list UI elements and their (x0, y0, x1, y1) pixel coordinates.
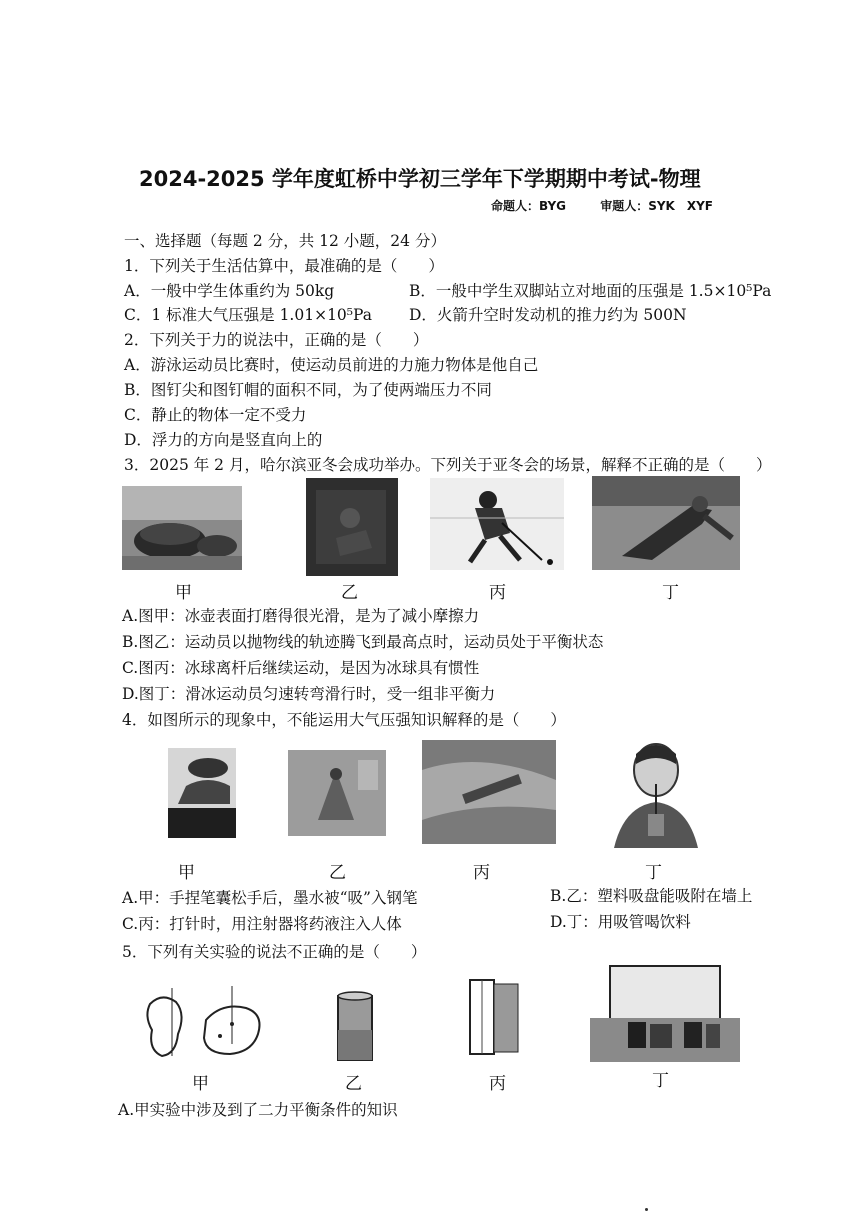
experiment-board-photo (590, 962, 740, 1062)
q3-stem: 3．2025 年 2 月，哈尔滨亚冬会成功举办。下列关于亚冬会的场景，解释不正确的是（ ） (124, 456, 772, 474)
section-heading: 一、选择题（每题 2 分，共 12 小题，24 分） (124, 232, 446, 250)
ski-jump-photo (306, 478, 398, 576)
q4-caption-jia: 甲 (178, 863, 195, 883)
q4-caption-bing: 丙 (473, 863, 490, 883)
q3-option-b: B.图乙：运动员以抛物线的轨迹腾飞到最高点时，运动员处于平衡状态 (122, 633, 604, 651)
q2-stem: 2．下列关于力的说法中，正确的是（ ） (124, 331, 429, 349)
q4-stem: 4．如图所示的现象中，不能运用大气压强知识解释的是（ ） (122, 711, 566, 729)
center-of-gravity-diagram (142, 984, 272, 1066)
curling-stone-photo (122, 486, 242, 570)
fountain-pen-photo (168, 748, 236, 838)
q5-caption-ding: 丁 (652, 1071, 669, 1091)
q5-caption-yi: 乙 (345, 1074, 362, 1094)
ice-hockey-photo (430, 478, 564, 570)
q2-option-b: B．图钉尖和图钉帽的面积不同，为了使两端压力不同 (124, 381, 492, 399)
page-title: 2024-2025 学年度虹桥中学初三学年下学期期中考试-物理 (139, 167, 701, 191)
drinking-straw-photo (604, 736, 704, 848)
injection-photo (422, 740, 556, 844)
suction-cup-photo (288, 750, 386, 836)
author-label: 命题人：BYG (491, 199, 567, 213)
q5-caption-bing: 丙 (489, 1074, 506, 1094)
q3-caption-yi: 乙 (341, 583, 358, 603)
q4-option-b: B.乙：塑料吸盘能吸附在墙上 (550, 887, 753, 905)
q2-option-d: D．浮力的方向是竖直向上的 (124, 431, 323, 449)
q4-caption-yi: 乙 (329, 863, 346, 883)
q3-caption-ding: 丁 (662, 583, 679, 603)
q1-option-b: B．一般中学生双脚站立对地面的压强是 1.5×10⁵Pa (409, 282, 772, 300)
q5-caption-jia: 甲 (192, 1074, 209, 1094)
author-line (491, 197, 723, 214)
q1-option-c: C．1 标准大气压强是 1.01×10⁵Pa (124, 306, 372, 324)
reviewer-label: 审题人：SYK XYF (600, 199, 713, 213)
q4-option-a: A.甲：手捏笔囊松手后，墨水被“吸”入钢笔 (122, 889, 418, 907)
q5-option-a: A.甲实验中涉及到了二力平衡条件的知识 (118, 1101, 398, 1119)
q1-stem: 1．下列关于生活估算中，最准确的是（ ） (124, 257, 444, 275)
scan-speck (645, 1208, 648, 1211)
q3-caption-bing: 丙 (489, 583, 506, 603)
q5-stem: 5．下列有关实验的说法不正确的是（ ） (122, 943, 427, 961)
q3-option-a: A.图甲：冰壶表面打磨得很光滑，是为了减小摩擦力 (122, 607, 480, 625)
inclined-plane-diagram (466, 974, 522, 1062)
speed-skating-photo (592, 476, 740, 570)
q4-option-c: C.丙：打针时，用注射器将药液注入人体 (122, 915, 402, 933)
q3-option-d: D.图丁：滑冰运动员匀速转弯滑行时，受一组非平衡力 (122, 685, 496, 703)
q1-option-d: D．火箭升空时发动机的推力约为 500N (409, 306, 687, 324)
q1-option-a: A．一般中学生体重约为 50kg (124, 282, 335, 300)
q4-option-d: D.丁：用吸管喝饮料 (550, 913, 691, 931)
q4-caption-ding: 丁 (645, 863, 662, 883)
q2-option-a: A．游泳运动员比赛时，使运动员前进的力施力物体是他自己 (124, 356, 539, 374)
cylinder-diagram (334, 990, 376, 1064)
q3-caption-jia: 甲 (175, 583, 192, 603)
q3-option-c: C.图丙：冰球离杆后继续运动，是因为冰球具有惯性 (122, 659, 480, 677)
q2-option-c: C．静止的物体一定不受力 (124, 406, 307, 424)
